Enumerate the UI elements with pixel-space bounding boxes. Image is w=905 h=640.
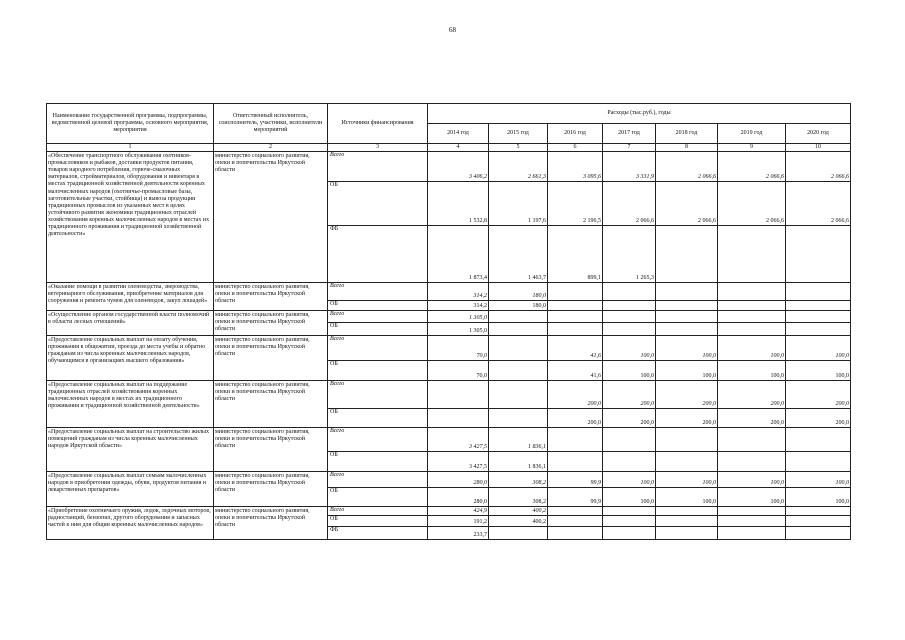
amount-cell: 100,0 bbox=[786, 472, 851, 488]
amount-cell bbox=[548, 323, 603, 336]
amount-cell bbox=[489, 527, 548, 540]
funding-source: ОБ bbox=[328, 516, 428, 527]
header-expenses: Расходы (тыс.руб.), годы bbox=[428, 104, 851, 124]
amount-cell: 280,0 bbox=[428, 472, 489, 488]
executor-name: министерство социального развития, опеки и попечительства Иркутской области bbox=[215, 508, 310, 529]
amount-cell: 2 066,6 bbox=[718, 182, 786, 226]
funding-source: Всего bbox=[328, 152, 428, 182]
amount-cell bbox=[718, 507, 786, 516]
amount-cell bbox=[603, 323, 656, 336]
amount-cell: 100,0 bbox=[718, 472, 786, 488]
amount-cell: 308,2 bbox=[489, 472, 548, 488]
amount-cell: 3 427,5 bbox=[428, 452, 489, 472]
amount-cell: 200,0 bbox=[786, 409, 851, 428]
activity-name: «Обеспечение транспортного обслуживания охотников-промысловиков и рыбаков, доставки продуктов питания, товаров народного потребления, горюче-смазочных материалов, стройматериалов, оборудования и инвентаря в местах традиционной хозяйственной деятельности коренных малочисленных народов (охотничье-промысловые базы, заготовительные участки, стойбища) и вывоза продукции традиционных промыслов из указанных мест в целях устойчивого развития экономики традиционных отраслей хозяйствования коренных малочисленных народов в местах их традиционного проживания и традиционной хозяйственной деятельности» bbox=[48, 153, 210, 238]
expenditure-table bbox=[46, 103, 851, 540]
amount-cell: 2 661,3 bbox=[489, 152, 548, 182]
amount-cell: 100,0 bbox=[718, 361, 786, 381]
funding-source: ОБ bbox=[328, 323, 428, 336]
amount-cell bbox=[548, 452, 603, 472]
amount-cell bbox=[489, 311, 548, 323]
column-number: 7 bbox=[603, 144, 656, 152]
amount-cell bbox=[603, 283, 656, 301]
amount-cell: 400,2 bbox=[489, 516, 548, 527]
amount-cell bbox=[489, 381, 548, 409]
table-row bbox=[47, 428, 851, 452]
header-year: 2014 год bbox=[428, 124, 489, 144]
activity-name: «Предоставление социальных выплат на поддержание традиционных отраслей хозяйствования коренных малочисленных народов в местах их традиционного проживания и традиционной хозяйственной деятельности» bbox=[48, 382, 200, 410]
amount-cell: 100,0 bbox=[718, 488, 786, 507]
header-executor: Ответственный исполнитель, соисполнитель, участники, исполнители мероприятий bbox=[214, 104, 328, 144]
amount-cell bbox=[548, 507, 603, 516]
table-row bbox=[47, 311, 851, 323]
amount-cell bbox=[656, 311, 718, 323]
amount-cell bbox=[548, 428, 603, 452]
amount-cell bbox=[718, 323, 786, 336]
amount-cell bbox=[603, 527, 656, 540]
amount-cell bbox=[489, 361, 548, 381]
activity-name: «Осуществление органом государственной власти полномочий в области лесных отношений» bbox=[48, 312, 210, 326]
amount-cell bbox=[786, 283, 851, 301]
amount-cell bbox=[603, 301, 656, 311]
amount-cell bbox=[718, 301, 786, 311]
amount-cell bbox=[656, 428, 718, 452]
amount-cell bbox=[656, 323, 718, 336]
executor-name: министерство социального развития, опеки и попечительства Иркутской области bbox=[215, 153, 310, 174]
amount-cell: 1 265,3 bbox=[603, 226, 656, 283]
amount-cell bbox=[428, 409, 489, 428]
executor-name: министерство социального развития, опеки и попечительства Иркутской области bbox=[215, 337, 310, 358]
amount-cell bbox=[656, 226, 718, 283]
header-year: 2015 год bbox=[489, 124, 548, 144]
funding-source: Всего bbox=[328, 311, 428, 323]
amount-cell: 2 066,6 bbox=[718, 152, 786, 182]
amount-cell: 1 305,0 bbox=[428, 311, 489, 323]
header-year: 2019 год bbox=[718, 124, 786, 144]
amount-cell bbox=[489, 323, 548, 336]
executor-name: министерство социального развития, опеки и попечительства Иркутской области bbox=[215, 382, 310, 403]
amount-cell: 200,0 bbox=[548, 409, 603, 428]
amount-cell bbox=[656, 527, 718, 540]
amount-cell: 1 873,4 bbox=[428, 226, 489, 283]
funding-source: ОБ bbox=[328, 182, 428, 226]
amount-cell: 41,6 bbox=[548, 336, 603, 361]
funding-source: ФБ bbox=[328, 527, 428, 540]
amount-cell bbox=[489, 336, 548, 361]
amount-cell: 3 095,6 bbox=[548, 152, 603, 182]
table-row bbox=[47, 283, 851, 301]
amount-cell bbox=[718, 283, 786, 301]
amount-cell: 100,0 bbox=[786, 336, 851, 361]
amount-cell: 99,9 bbox=[548, 472, 603, 488]
amount-cell bbox=[548, 527, 603, 540]
funding-source: ОБ bbox=[328, 488, 428, 507]
header-name: Наименование государственной программы, подпрограммы, ведомственной целевой программы, основного мероприятия, мероприятия bbox=[47, 104, 214, 144]
amount-cell: 1 836,1 bbox=[489, 428, 548, 452]
column-number: 8 bbox=[656, 144, 718, 152]
funding-source: Всего bbox=[328, 381, 428, 409]
amount-cell: 41,6 bbox=[548, 361, 603, 381]
column-number: 5 bbox=[489, 144, 548, 152]
amount-cell: 314,2 bbox=[428, 283, 489, 301]
executor-name: министерство социального развития, опеки и попечительства Иркутской области bbox=[215, 473, 310, 494]
amount-cell bbox=[718, 428, 786, 452]
amount-cell bbox=[786, 527, 851, 540]
amount-cell: 233,7 bbox=[428, 527, 489, 540]
amount-cell: 200,0 bbox=[718, 381, 786, 409]
header-year: 2017 год bbox=[603, 124, 656, 144]
amount-cell: 314,2 bbox=[428, 301, 489, 311]
funding-source: ОБ bbox=[328, 452, 428, 472]
header-year: 2018 год bbox=[656, 124, 718, 144]
amount-cell bbox=[786, 311, 851, 323]
amount-cell: 99,9 bbox=[548, 488, 603, 507]
amount-cell bbox=[548, 301, 603, 311]
amount-cell: 70,0 bbox=[428, 336, 489, 361]
amount-cell: 100,0 bbox=[656, 361, 718, 381]
amount-cell: 2 066,6 bbox=[786, 152, 851, 182]
amount-cell bbox=[603, 507, 656, 516]
funding-source: Всего bbox=[328, 507, 428, 516]
column-number: 3 bbox=[328, 144, 428, 152]
funding-source: ФБ bbox=[328, 226, 428, 283]
amount-cell bbox=[548, 516, 603, 527]
amount-cell: 70,0 bbox=[428, 361, 489, 381]
amount-cell bbox=[656, 301, 718, 311]
amount-cell: 1 836,1 bbox=[489, 452, 548, 472]
funding-source: Всего bbox=[328, 428, 428, 452]
funding-source: ОБ bbox=[328, 301, 428, 311]
amount-cell: 1 532,8 bbox=[428, 182, 489, 226]
funding-source: Всего bbox=[328, 472, 428, 488]
amount-cell: 2 066,6 bbox=[603, 182, 656, 226]
amount-cell: 100,0 bbox=[786, 361, 851, 381]
amount-cell bbox=[548, 311, 603, 323]
amount-cell bbox=[718, 311, 786, 323]
amount-cell: 100,0 bbox=[603, 336, 656, 361]
amount-cell: 200,0 bbox=[548, 381, 603, 409]
amount-cell bbox=[786, 428, 851, 452]
amount-cell: 100,0 bbox=[603, 488, 656, 507]
column-number: 1 bbox=[47, 144, 214, 152]
table-row bbox=[47, 152, 851, 182]
amount-cell: 1 463,7 bbox=[489, 226, 548, 283]
executor-name: министерство социального развития, опеки и попечительства Иркутской области bbox=[215, 312, 310, 333]
column-number: 4 bbox=[428, 144, 489, 152]
activity-name: «Предоставление социальных выплат семьям малочисленных народов в приобретении одежды, обуви, продуктов питания и лекарственных препаратов» bbox=[48, 473, 207, 494]
header-year: 2016 год bbox=[548, 124, 603, 144]
table-row bbox=[47, 336, 851, 361]
amount-cell bbox=[603, 452, 656, 472]
executor-name: министерство социального развития, опеки и попечительства Иркутской области bbox=[215, 284, 310, 305]
amount-cell bbox=[786, 323, 851, 336]
funding-source: Всего bbox=[328, 283, 428, 301]
amount-cell bbox=[603, 428, 656, 452]
amount-cell: 100,0 bbox=[656, 336, 718, 361]
amount-cell: 180,0 bbox=[489, 301, 548, 311]
amount-cell: 100,0 bbox=[786, 488, 851, 507]
amount-cell bbox=[656, 507, 718, 516]
amount-cell: 100,0 bbox=[603, 361, 656, 381]
amount-cell bbox=[489, 409, 548, 428]
amount-cell: 200,0 bbox=[603, 381, 656, 409]
amount-cell: 1 197,6 bbox=[489, 182, 548, 226]
amount-cell bbox=[718, 226, 786, 283]
amount-cell: 899,1 bbox=[548, 226, 603, 283]
column-number: 6 bbox=[548, 144, 603, 152]
amount-cell: 1 305,0 bbox=[428, 323, 489, 336]
amount-cell: 3 427,5 bbox=[428, 428, 489, 452]
amount-cell: 100,0 bbox=[656, 488, 718, 507]
amount-cell bbox=[548, 283, 603, 301]
amount-cell bbox=[603, 311, 656, 323]
amount-cell bbox=[656, 516, 718, 527]
amount-cell: 100,0 bbox=[656, 472, 718, 488]
amount-cell bbox=[786, 452, 851, 472]
amount-cell: 2 066,6 bbox=[656, 182, 718, 226]
column-number: 9 bbox=[718, 144, 786, 152]
amount-cell: 2 196,5 bbox=[548, 182, 603, 226]
amount-cell: 2 066,6 bbox=[786, 182, 851, 226]
executor-name: министерство социального развития, опеки и попечительства Иркутской области bbox=[215, 429, 310, 450]
activity-name: «Приобретение охотничьего оружия, лодок, лодочных моторов, радиостанций, бензопил, другого оборудования и запасных частей к ним для общин коренных малочисленных народов» bbox=[48, 508, 211, 529]
amount-cell bbox=[786, 301, 851, 311]
table-row bbox=[47, 472, 851, 488]
activity-name: «Предоставление социальных выплат на оплату обучения, проживания в общежитии, проезда до места учебы и обратно гражданам из числа коренных малочисленных народов, обучающимся в организациях высшего образования» bbox=[48, 337, 206, 365]
amount-cell: 308,2 bbox=[489, 488, 548, 507]
amount-cell bbox=[718, 516, 786, 527]
amount-cell: 280,0 bbox=[428, 488, 489, 507]
amount-cell bbox=[786, 226, 851, 283]
header-source: Источники финансирования bbox=[328, 104, 428, 144]
amount-cell: 200,0 bbox=[786, 381, 851, 409]
amount-cell: 200,0 bbox=[603, 409, 656, 428]
amount-cell: 200,0 bbox=[656, 409, 718, 428]
amount-cell: 191,2 bbox=[428, 516, 489, 527]
table-row bbox=[47, 507, 851, 516]
amount-cell bbox=[718, 452, 786, 472]
page-number: 68 bbox=[449, 26, 456, 34]
amount-cell: 200,0 bbox=[656, 381, 718, 409]
amount-cell: 3 331,9 bbox=[603, 152, 656, 182]
amount-cell: 2 066,6 bbox=[656, 152, 718, 182]
amount-cell bbox=[603, 516, 656, 527]
amount-cell: 180,0 bbox=[489, 283, 548, 301]
amount-cell bbox=[656, 283, 718, 301]
amount-cell: 100,0 bbox=[603, 472, 656, 488]
amount-cell: 400,2 bbox=[489, 507, 548, 516]
activity-name: «Оказание помощи в развитии оленеводства, звероводства, ветеринарного обслуживания, приобретение материалов для сооружения и ремонта чумов для оленеводов, закуп лошадей» bbox=[48, 284, 208, 305]
amount-cell: 100,0 bbox=[718, 336, 786, 361]
amount-cell bbox=[656, 452, 718, 472]
column-number: 2 bbox=[214, 144, 328, 152]
amount-cell bbox=[718, 527, 786, 540]
header-year: 2020 год bbox=[786, 124, 851, 144]
amount-cell bbox=[786, 507, 851, 516]
table-row bbox=[47, 381, 851, 409]
amount-cell: 424,9 bbox=[428, 507, 489, 516]
column-number: 10 bbox=[786, 144, 851, 152]
funding-source: ОБ bbox=[328, 409, 428, 428]
funding-source: ОБ bbox=[328, 361, 428, 381]
funding-source: Всего bbox=[328, 336, 428, 361]
amount-cell: 200,0 bbox=[718, 409, 786, 428]
activity-name: «Предоставление социальных выплат на строительство жилых помещений гражданам из числа коренных малочисленных народов Иркутской области» bbox=[48, 429, 210, 450]
amount-cell bbox=[428, 381, 489, 409]
amount-cell: 3 406,2 bbox=[428, 152, 489, 182]
amount-cell bbox=[786, 516, 851, 527]
